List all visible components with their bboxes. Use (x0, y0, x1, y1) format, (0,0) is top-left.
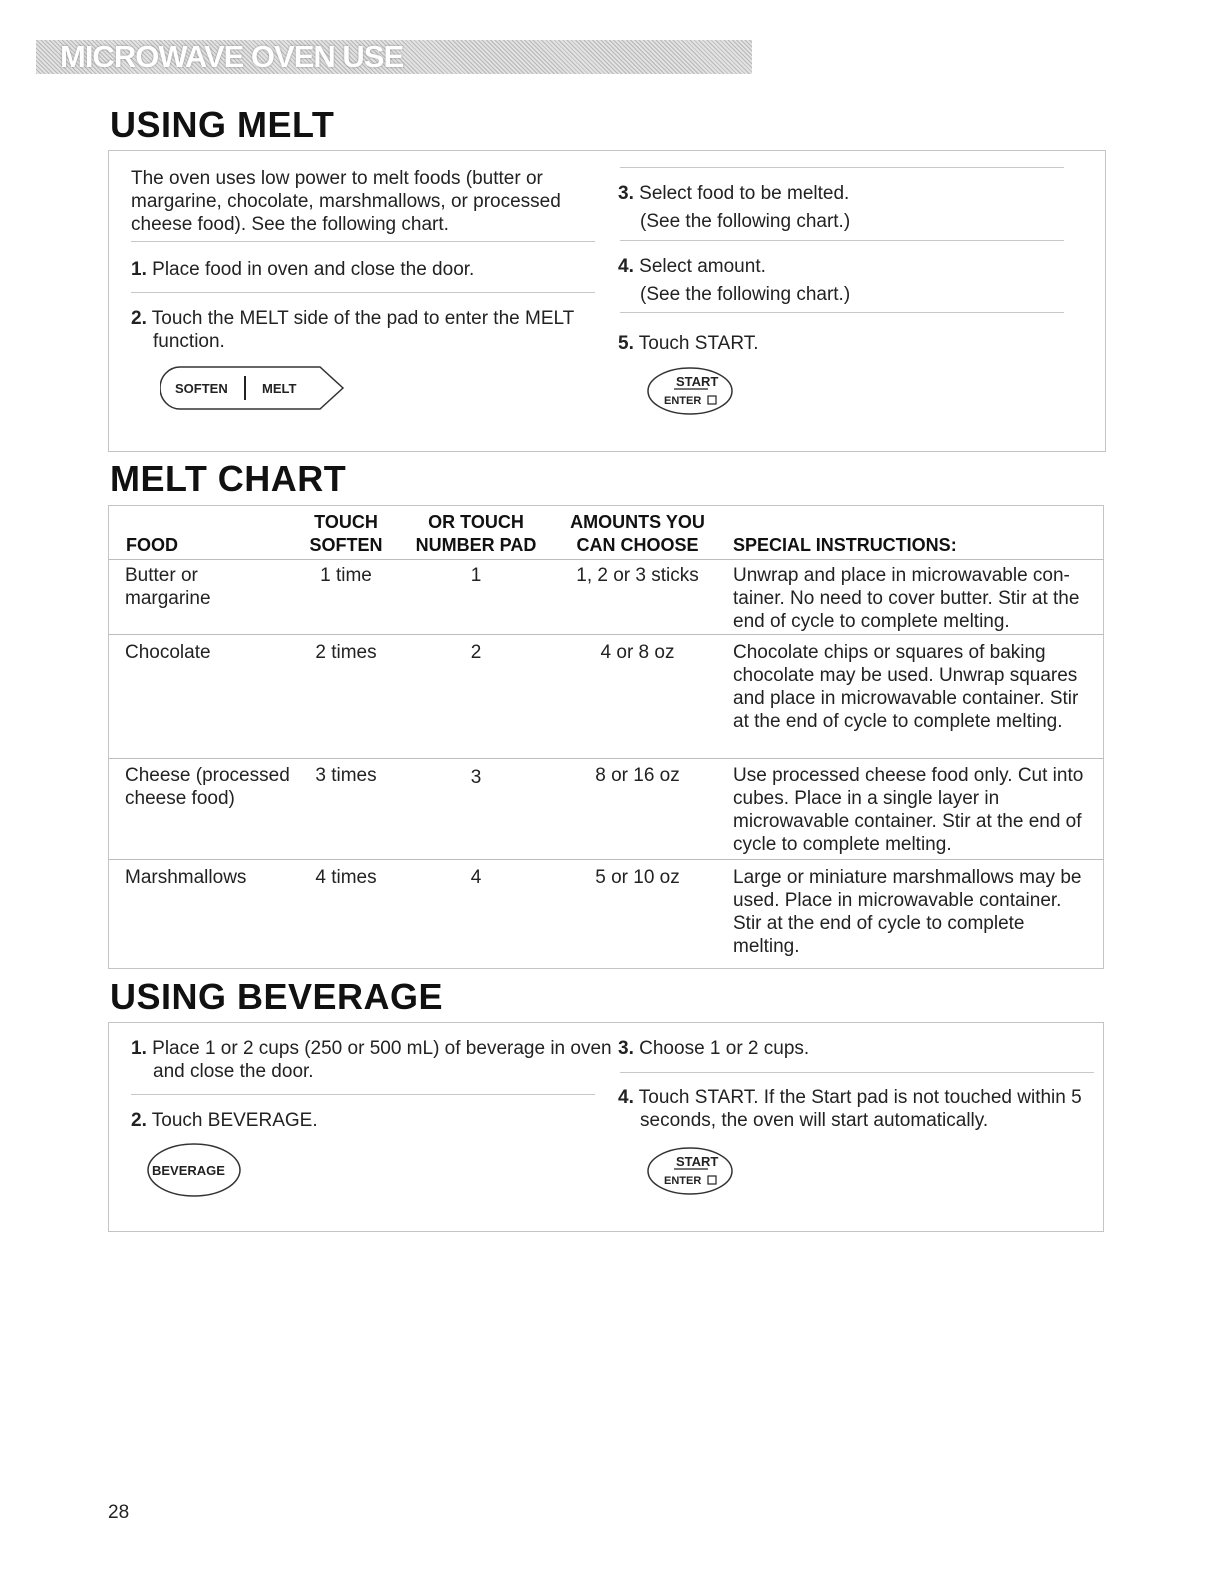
row-1-instructions: Unwrap and place in microwavable con- tainer. No need to cover butter. Stir at the end of cycle to complete melting. (733, 565, 1080, 632)
melt-step-3: 3. Select food to be melted. (See the following chart.) (618, 183, 851, 232)
col-food: FOOD (126, 535, 178, 555)
row-4-food: Marshmallows (125, 867, 247, 888)
row-2-amount: 4 or 8 oz (600, 642, 675, 663)
melt-step-4: 4. Select amount. (See the following chart.) (618, 256, 851, 305)
section-banner-title: MICROWAVE OVEN USE (60, 39, 404, 74)
beverage-step-3: 3. Choose 1 or 2 cups. (618, 1038, 810, 1059)
row-3-pad: 3 (470, 767, 482, 788)
lock-icon (708, 1176, 716, 1184)
row-1-pad: 1 (470, 565, 482, 586)
row-2-pad: 2 (470, 642, 482, 663)
melt-step-1: 1. Place food in oven and close the door. (131, 259, 475, 280)
melt-step-5: 5. Touch START. (618, 333, 759, 354)
beverage-start-enter-pad[interactable] (646, 1146, 734, 1196)
row-1-amount: 1, 2 or 3 sticks (576, 565, 699, 586)
row-3-instructions: Use processed cheese food only. Cut into cubes. Place in a single layer in microwavable container. Stir at the end of cycle to complete melting. (733, 765, 1084, 855)
col-touch-soften: TOUCH SOFTEN (309, 512, 383, 555)
svg-text:ENTER: ENTER (664, 395, 702, 407)
melt-step-2: 2. Touch the MELT side of the pad to enter the MELT function. (131, 308, 574, 352)
svg-text:BEVERAGE: BEVERAGE (152, 1163, 225, 1178)
beverage-step-4: 4. Touch START. If the Start pad is not touched within 5 seconds, the oven will start automatically. (618, 1087, 1082, 1131)
row-4-soften: 4 times (315, 867, 377, 888)
row-4-amount: 5 or 10 oz (595, 867, 680, 888)
start-enter-pad[interactable] (646, 366, 734, 416)
beverage-pad[interactable] (146, 1142, 242, 1198)
row-4-instructions: Large or miniature marshmallows may be used. Place in microwavable container. Stir at the end of cycle to complete melting. (733, 867, 1082, 957)
col-special-instructions: SPECIAL INSTRUCTIONS: (733, 535, 957, 555)
melt-heading: USING MELT (110, 104, 335, 145)
row-2-instructions: Chocolate chips or squares of baking chocolate may be used. Unwrap squares and place in microwavable container. Stir at the end of cycle to complete melting. (733, 642, 1079, 732)
lock-icon (708, 396, 716, 404)
col-number-pad: OR TOUCH NUMBER PAD (415, 512, 537, 555)
svg-text:START: START (676, 1154, 719, 1169)
soften-pad-label: SOFTEN (175, 381, 228, 396)
soften-melt-pad[interactable] (160, 365, 345, 411)
beverage-step-2: 2. Touch BEVERAGE. (131, 1110, 318, 1131)
row-1-soften: 1 time (320, 565, 372, 586)
row-3-food: Cheese (processed cheese food) (125, 765, 290, 809)
svg-text:START: START (676, 374, 719, 389)
row-4-pad: 4 (470, 867, 482, 888)
row-3-amount: 8 or 16 oz (595, 765, 680, 786)
row-1-food: Butter or margarine (125, 565, 211, 609)
melt-pad-label: MELT (262, 381, 297, 396)
svg-text:ENTER: ENTER (664, 1175, 702, 1187)
page-number: 28 (108, 1502, 130, 1523)
melt-chart-heading: MELT CHART (110, 458, 347, 499)
col-amounts: AMOUNTS YOU CAN CHOOSE (570, 512, 705, 555)
beverage-step-1: 1. Place 1 or 2 cups (250 or 500 mL) of beverage in oven and close the door. (131, 1038, 612, 1082)
row-2-soften: 2 times (315, 642, 377, 663)
row-3-soften: 3 times (315, 765, 377, 786)
beverage-heading: USING BEVERAGE (110, 976, 444, 1017)
melt-intro: The oven uses low power to melt foods (butter or margarine, chocolate, marshmallows, or processed cheese food). See the following chart. (131, 168, 561, 235)
row-2-food: Chocolate (125, 642, 211, 663)
